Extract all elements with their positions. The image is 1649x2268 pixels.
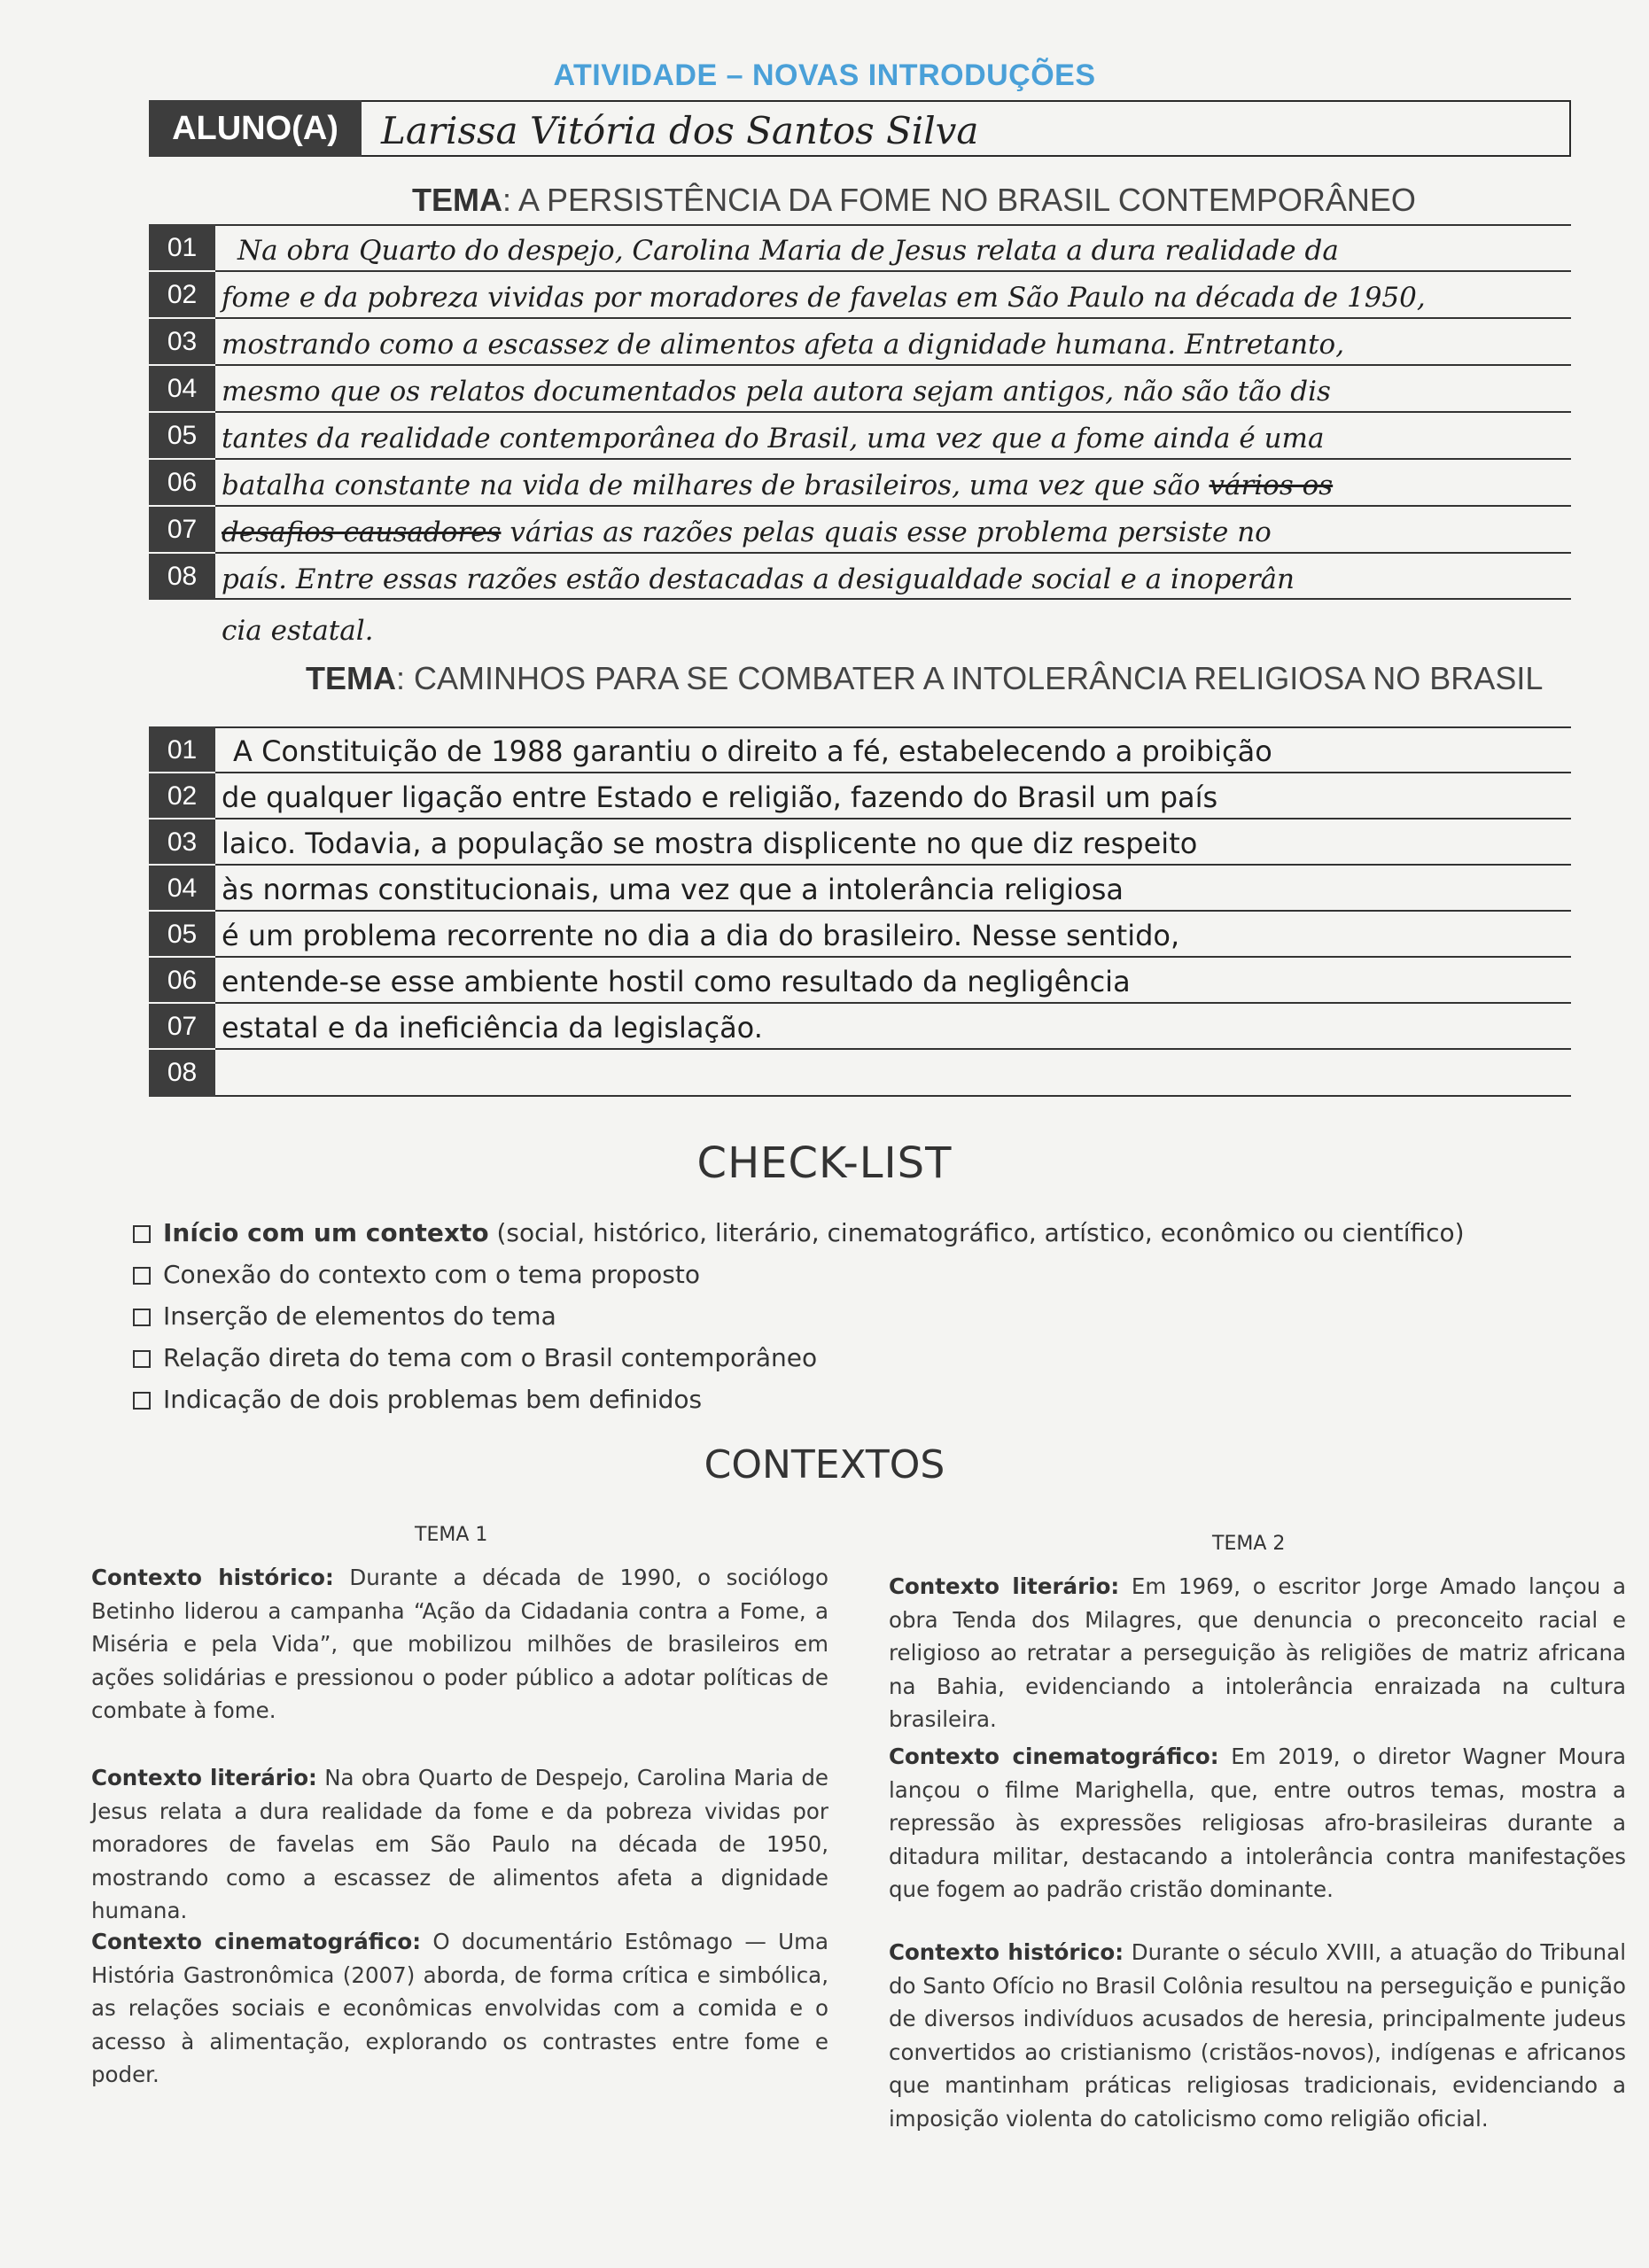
tema1-text: : A PERSISTÊNCIA DA FOME NO BRASIL CONTEMPORÂNEO bbox=[502, 182, 1416, 218]
struck-text: vários os bbox=[1209, 470, 1334, 501]
checklist-item-bold: Início com um contexto bbox=[163, 1218, 489, 1247]
line-number: 08 bbox=[167, 1058, 198, 1087]
struck-text: desafios causadores bbox=[222, 517, 502, 548]
line-number: 04 bbox=[167, 874, 198, 903]
context-text: O documentário Estômago — Uma História Gastronômica (2007) aborda, de forma crítica e simbólica, as relações sociais e econômicas envolvidas com a comida e o acesso à alimentação, explorando os contrastes entre fome e poder. bbox=[91, 1929, 828, 2087]
handwritten-line bbox=[222, 515, 1272, 550]
line-number: 02 bbox=[167, 781, 198, 811]
context-label: Contexto histórico: bbox=[889, 1939, 1124, 1965]
checkbox[interactable] bbox=[133, 1309, 151, 1326]
checklist-item[interactable] bbox=[133, 1218, 1465, 1247]
checkbox[interactable] bbox=[133, 1392, 151, 1410]
tema2-column-heading: TEMA 2 bbox=[1212, 1533, 1286, 1555]
handwritten-line bbox=[222, 468, 1333, 503]
checklist-item-text: (social, histórico, literário, cinematográfico, artístico, econômico ou científico) bbox=[488, 1218, 1465, 1247]
handwritten-line: fome e da pobreza vividas por moradores de favelas em São Paulo na década de 1950, bbox=[222, 282, 1426, 314]
context-text: Em 1969, o escritor Jorge Amado lançou a obra Tenda dos Milagres, que denuncia o preconceito racial e religioso ao retratar a perseguição às religiões de matriz africana na Bahia, evidenciando a intolerância enraizada na cultura brasileira. bbox=[889, 1573, 1626, 1732]
line-number: 06 bbox=[167, 468, 198, 497]
tema2-text: : CAMINHOS PARA SE COMBATER A INTOLERÂNCIA RELIGIOSA NO BRASIL bbox=[396, 660, 1544, 696]
handwritten-line: de qualquer ligação entre Estado e religião, fazendo do Brasil um país bbox=[222, 781, 1218, 814]
handwritten-line: entende-se esse ambiente hostil como resultado da negligência bbox=[222, 965, 1131, 998]
checklist-item[interactable] bbox=[133, 1301, 556, 1331]
handwritten-line: mostrando como a escassez de alimentos afeta a dignidade humana. Entretanto, bbox=[222, 329, 1345, 361]
context-paragraph bbox=[889, 1570, 1626, 1736]
tema1-writing-area bbox=[149, 224, 1571, 600]
line-number: 01 bbox=[167, 233, 198, 262]
checklist-item[interactable] bbox=[133, 1343, 817, 1372]
student-label: ALUNO(A) bbox=[149, 100, 362, 157]
tema2-label: TEMA bbox=[306, 660, 396, 696]
line-number: 03 bbox=[167, 327, 198, 356]
tema2-heading bbox=[306, 660, 1543, 697]
context-text: Em 2019, o diretor Wagner Moura lançou o filme Marighella, que, entre outros temas, mostra a repressão às expressões religiosas afro-brasileiras durante a ditadura militar, destacando a intolerância contra manifestações que fogem ao padrão cristão dominante. bbox=[889, 1744, 1626, 1902]
line-number: 08 bbox=[167, 562, 198, 591]
context-paragraph bbox=[91, 1761, 828, 1928]
context-paragraph bbox=[889, 1740, 1626, 1907]
handwritten-line: às normas constitucionais, uma vez que a intolerância religiosa bbox=[222, 873, 1124, 906]
context-label: Contexto histórico: bbox=[91, 1565, 334, 1590]
checklist-item[interactable] bbox=[133, 1260, 700, 1289]
context-paragraph bbox=[889, 1936, 1626, 2135]
context-paragraph bbox=[91, 1925, 828, 2092]
line-number: 02 bbox=[167, 280, 198, 309]
handwritten-overflow-line: cia estatal. bbox=[222, 615, 374, 647]
line-number: 03 bbox=[167, 827, 198, 857]
context-text: Na obra Quarto de Despejo, Carolina Maria de Jesus relata a dura realidade da fome e da pobreza vividas por moradores de favelas em São Paulo na década de 1950, mostrando como a escassez de alimentos afeta a dignidade humana. bbox=[91, 1765, 828, 1923]
checklist-item[interactable] bbox=[133, 1385, 702, 1414]
checklist-title: CHECK-LIST bbox=[696, 1138, 953, 1188]
handwritten-line: tantes da realidade contemporânea do Brasil, uma vez que a fome ainda é uma bbox=[222, 423, 1325, 454]
page-title: ATIVIDADE – NOVAS INTRODUÇÕES bbox=[553, 58, 1096, 92]
contextos-title: CONTEXTOS bbox=[704, 1442, 945, 1487]
handwritten-line: país. Entre essas razões estão destacadas a desigualdade social e a inoperân bbox=[222, 563, 1295, 595]
tema1-label: TEMA bbox=[412, 182, 502, 218]
handwritten-line: mesmo que os relatos documentados pela autora sejam antigos, não são tão dis bbox=[222, 376, 1331, 408]
handwritten-text: batalha constante na vida de milhares de brasileiros, uma vez que são bbox=[222, 470, 1201, 501]
checklist-item-text: Conexão do contexto com o tema proposto bbox=[163, 1260, 700, 1289]
line-number: 07 bbox=[167, 515, 198, 544]
line-number: 06 bbox=[167, 966, 198, 995]
context-label: Contexto cinematográfico: bbox=[91, 1929, 422, 1954]
handwritten-text: várias as razões pelas quais esse problema persiste no bbox=[509, 517, 1272, 548]
line-number: 07 bbox=[167, 1012, 198, 1041]
handwritten-line: A Constituição de 1988 garantiu o direito a fé, estabelecendo a proibição bbox=[233, 734, 1272, 768]
handwritten-line: estatal e da ineficiência da legislação. bbox=[222, 1011, 763, 1045]
checkbox[interactable] bbox=[133, 1350, 151, 1368]
checklist-item-text: Relação direta do tema com o Brasil contemporâneo bbox=[163, 1343, 818, 1372]
line-number: 01 bbox=[167, 735, 198, 765]
checkbox[interactable] bbox=[133, 1267, 151, 1285]
student-name-handwritten: Larissa Vitória dos Santos Silva bbox=[381, 109, 979, 152]
line-number: 05 bbox=[167, 920, 198, 949]
checklist-item-text: Inserção de elementos do tema bbox=[163, 1301, 556, 1331]
line-number: 04 bbox=[167, 374, 198, 403]
context-label: Contexto cinematográfico: bbox=[889, 1744, 1219, 1769]
tema1-column-heading: TEMA 1 bbox=[415, 1524, 488, 1546]
handwritten-line: laico. Todavia, a população se mostra displicente no que diz respeito bbox=[222, 827, 1198, 860]
context-text: Durante o século XVIII, a atuação do Tribunal do Santo Ofício no Brasil Colônia resultou na perseguição e punição de diversos indivíduos acusados de heresia, principalmente judeus convertidos ao cristianismo (cristãos-novos), indígenas e africanos que mantinham práticas religiosas tradicionais, evidenciando a imposição violenta do catolicismo como religião oficial. bbox=[889, 1939, 1626, 2132]
line-number: 05 bbox=[167, 421, 198, 450]
handwritten-line: é um problema recorrente no dia a dia do brasileiro. Nesse sentido, bbox=[222, 919, 1180, 952]
context-label: Contexto literário: bbox=[889, 1573, 1120, 1599]
tema2-writing-area bbox=[149, 726, 1571, 1097]
checkbox[interactable] bbox=[133, 1225, 151, 1243]
context-text: Durante a década de 1990, o sociólogo Betinho liderou a campanha “Ação da Cidadania contra a Fome, a Miséria e pela Vida”, que mobilizou milhões de brasileiros em ações solidárias e pressionou o poder público a adotar políticas de combate à fome. bbox=[91, 1565, 829, 1723]
context-paragraph bbox=[91, 1561, 828, 1728]
handwritten-line: Na obra Quarto do despejo, Carolina Maria de Jesus relata a dura realidade da bbox=[237, 235, 1339, 267]
context-label: Contexto literário: bbox=[91, 1765, 317, 1790]
tema1-heading bbox=[412, 182, 1416, 219]
checklist-item-text: Indicação de dois problemas bem definidos bbox=[163, 1385, 703, 1414]
